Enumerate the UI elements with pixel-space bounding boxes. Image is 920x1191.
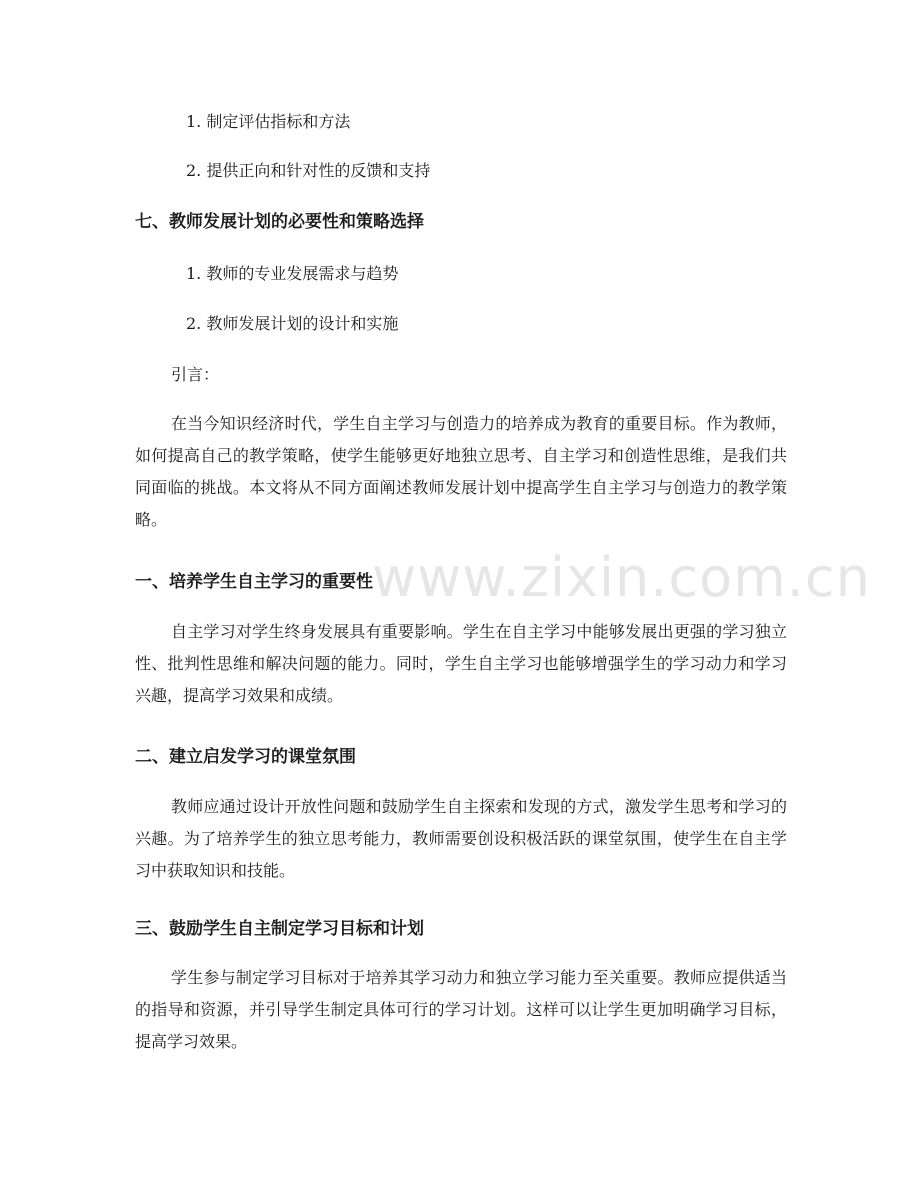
intro-label: 引言： xyxy=(171,365,220,384)
section-heading-7: 七、教师发展计划的必要性和策略选择 xyxy=(135,212,424,232)
list-item: 2. 提供正向和针对性的反馈和支持 xyxy=(186,161,431,180)
section-heading-3: 三、鼓励学生自主制定学习目标和计划 xyxy=(135,919,424,939)
section-1-paragraph: 自主学习对学生终身发展具有重要影响。学生在自主学习中能够发展出更强的学习独立性、批判性思维和解决问题的能力。同时，学生自主学习也能够增强学生的学习动力和学习兴趣，提高学习效果和成绩。 xyxy=(135,622,787,705)
list-item: 1. 制定评估指标和方法 xyxy=(186,112,351,131)
watermark: www.zixin.com.cn xyxy=(372,546,871,609)
intro-paragraph: 在当今知识经济时代，学生自主学习与创造力的培养成为教育的重要目标。作为教师，如何提高自己的教学策略，使学生能够更好地独立思考、自主学习和创造性思维，是我们共同面临的挑战。本文将从不同方面阐述教师发展计划中提高学生自主学习与创造力的教学策略。 xyxy=(135,414,787,529)
section-heading-2: 二、建立启发学习的课堂氛围 xyxy=(135,747,356,767)
section-3-paragraph: 学生参与制定学习目标对于培养其学习动力和独立学习能力至关重要。教师应提供适当的指导和资源，并引导学生制定具体可行的学习计划。这样可以让学生更加明确学习目标，提高学习效果。 xyxy=(135,968,787,1051)
section-heading-1: 一、培养学生自主学习的重要性 xyxy=(135,572,373,592)
list-item: 1. 教师的专业发展需求与趋势 xyxy=(186,264,399,283)
list-item: 2. 教师发展计划的设计和实施 xyxy=(186,314,399,333)
section-2-paragraph: 教师应通过设计开放性问题和鼓励学生自主探索和发现的方式，激发学生思考和学习的兴趣。为了培养学生的独立思考能力，教师需要创设积极活跃的课堂氛围，使学生在自主学习中获取知识和技能。 xyxy=(135,797,787,880)
